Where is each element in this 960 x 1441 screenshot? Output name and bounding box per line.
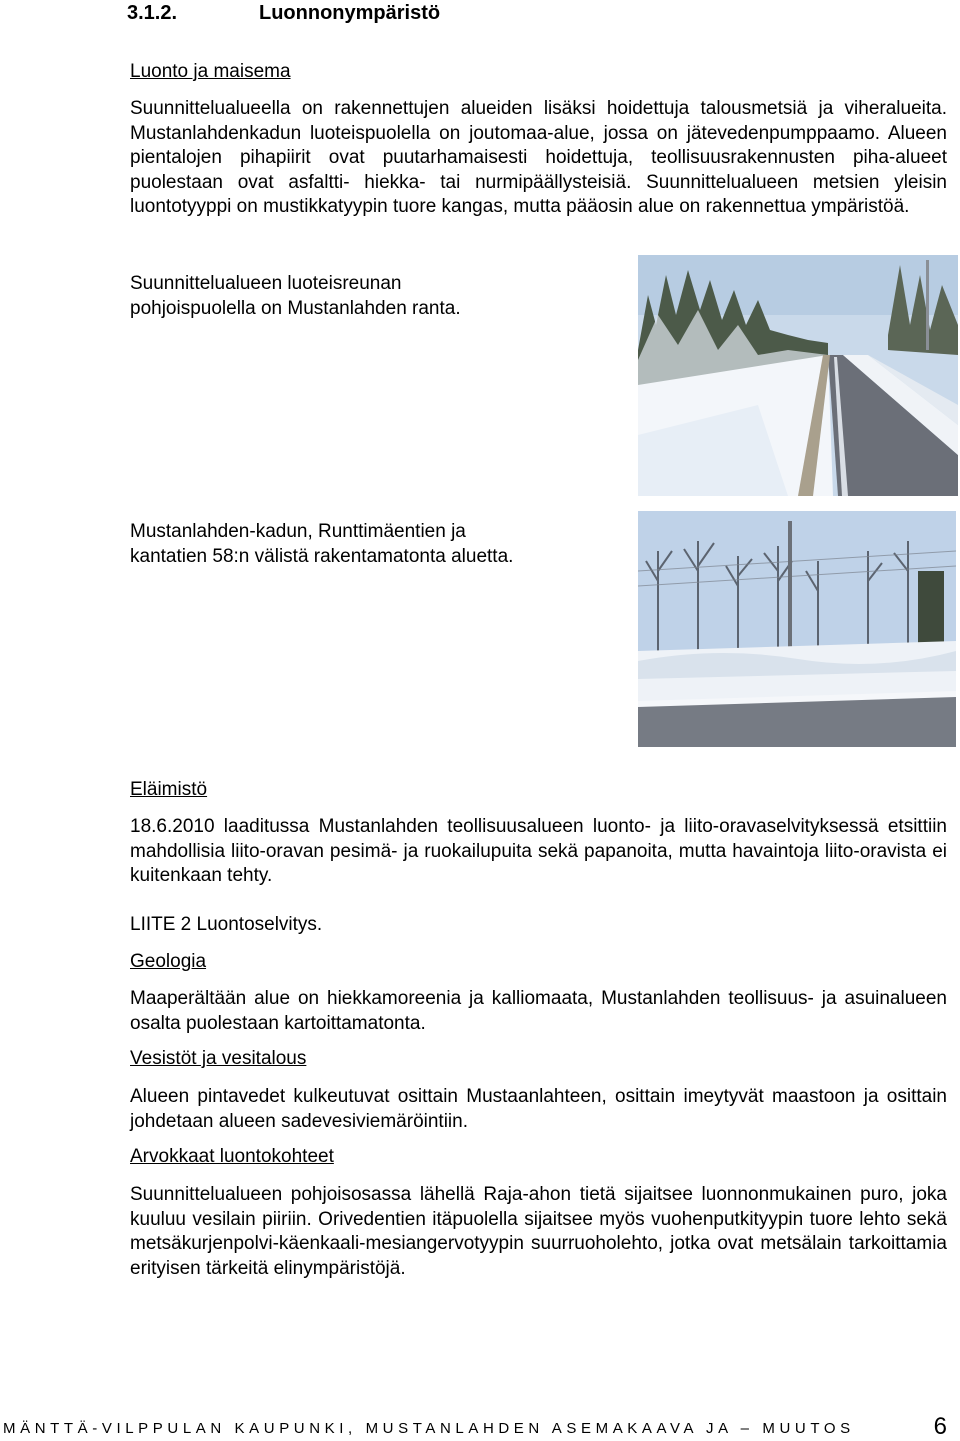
subheading-arvokkaat: Arvokkaat luontokohteet [130,1146,334,1167]
caption-shore-line2: pohjoispuolella on Mustanlahden ranta. [130,297,461,319]
paragraph-liite: LIITE 2 Luontoselvitys. [130,914,323,935]
section-title: Luonnonympäristö [259,2,441,24]
paragraph-arvokkaat: Suunnittelualueen pohjoisosassa lähellä Raja-ahon tietä sijaitsee luonnonmukainen puro, joka kuuluu vesilain piiriin. Orivedentien itäpuolella sijaitsee myös vuohenputkityypin tuore lehto sekä metsäkurjenpolvi-käenkaali-mesiangervotyypin suurruoholehto, jotka ovat metsälain tarkoittamia erityisen tärkeitä elinympäristöjä. [130,1184,947,1279]
paragraph-elaimisto: 18.6.2010 laaditussa Mustanlahden teollisuusalueen luonto- ja liito-oravaselvityksessä etsittiin mahdollisia liito-oravan pesimä- ja ruokailupuita sekä papanoita, mutta havaintoja liito-oravista ei kuitenkaan tehty. [130,816,947,886]
caption-shore [130,272,610,321]
photo-undeveloped-area [638,511,956,747]
section-heading [127,2,440,25]
paragraph-vesistot: Alueen pintavedet kulkeutuvat osittain Mustaanlahteen, osittain imeytyvät maastoon ja osittain johdetaan alueen sadevesiviemäröintiin. [130,1086,947,1132]
subheading-vesistot: Vesistöt ja vesitalous [130,1048,307,1069]
section-number: 3.1.2. [127,2,178,24]
subheading-elaimisto: Eläimistö [130,779,208,800]
paragraph-luonto: Suunnittelualueella on rakennettujen alueiden lisäksi hoidettuja talousmetsiä ja viheralueita. Mustanlahdenkadun luoteispuolella on joutomaa-alue, jossa on jätevedenpumppaamo. Alueen pientalojen pihapiirit ovat puutarhamaisesti hoidettuja, teollisuusrakennusten piha-alueet puolestaan ovat asfaltti- hiekka- tai nurmipäällysteisiä. Suunnittelualueen metsien yleisin luontotyyppi on mustikkatyypin tuore kangas, mutta pääosin alue on rakennettua ympäristöä. [130,98,947,217]
caption-undeveloped-line1: Mustanlahden-kadun, Runttimäentien ja [130,521,466,542]
page-footer: MÄNTTÄ-VILPPULAN KAUPUNKI, MUSTANLAHDEN ASEMAKAAVA JA – MUUTOS [3,1420,855,1437]
paragraph-geologia: Maaperältään alue on hiekkamoreenia ja kalliomaata, Mustanlahden teollisuus- ja asuinalueen osalta puolestaan kartoittamatonta. [130,988,947,1034]
subheading-luonto: Luonto ja maisema [130,61,291,82]
caption-shore-line1: Suunnittelualueen luoteisreunan [130,273,402,294]
subheading-geologia: Geologia [130,951,207,972]
caption-undeveloped-line2: kantatien 58:n välistä rakentamatonta aluetta. [130,545,514,567]
caption-undeveloped [130,520,610,569]
page-number: 6 [933,1413,947,1440]
photo-snowy-road [638,255,958,496]
